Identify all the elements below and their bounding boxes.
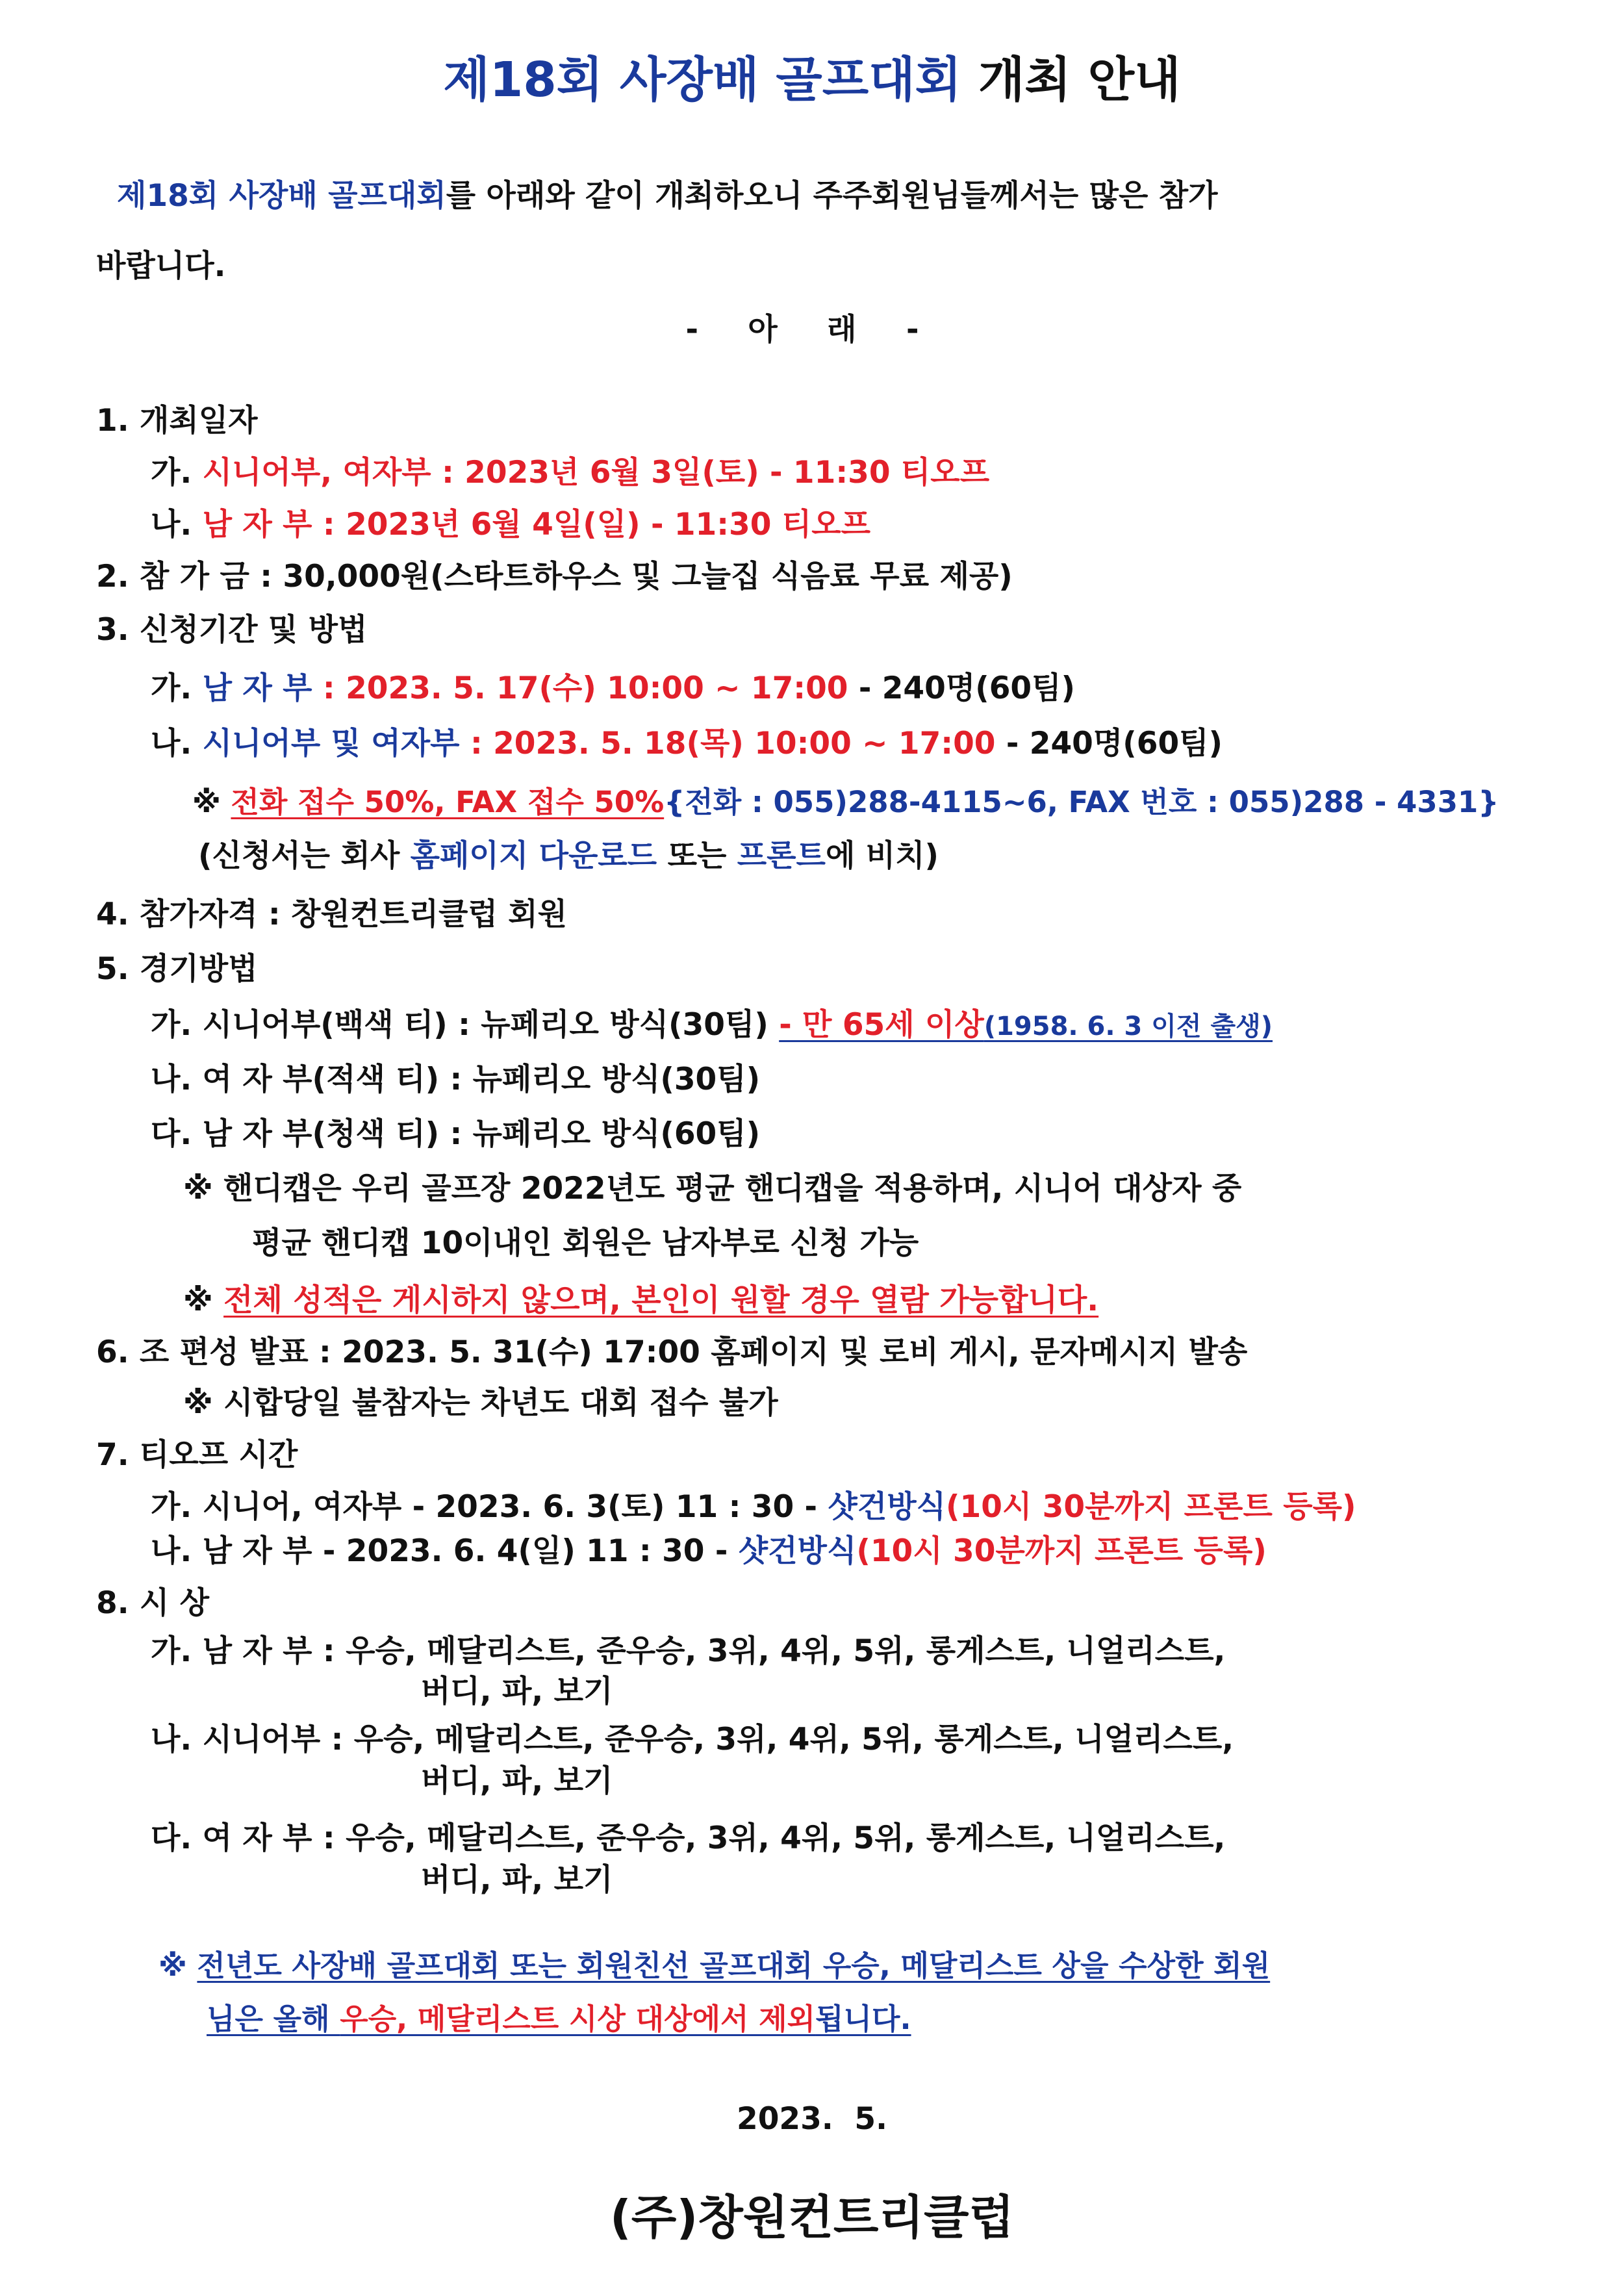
s3-item-a: [151, 669, 1075, 708]
s5-item-c: 다. 남 자 부(청색 티) : 뉴페리오 방식(60팀): [151, 1116, 761, 1152]
document-title: [0, 51, 1624, 109]
s7-a-register: (10시 30분까지 프론트 등록): [946, 1489, 1356, 1525]
s8-b-line1: 우승, 메달리스트, 준우승, 3위, 4위, 5위, 롱게스트, 니얼리스트,: [353, 1722, 1234, 1757]
s3-note-contact: {전화 : 055)288-4115~6, FAX 번호 : 055)288 - 4331}: [664, 785, 1499, 819]
s8-b-line2: 버디, 파, 보기: [421, 1763, 613, 1799]
s3-note2-front: 프론트: [737, 838, 826, 874]
s7-b-shotgun: 샷건방식: [738, 1533, 857, 1569]
issue-date: 2023. 5.: [737, 2101, 887, 2137]
s3-note-mark: ※: [192, 785, 231, 819]
s5-note2-text: 전체 성적은 게시하지 않으며, 본인이 원할 경우 열람 가능합니다.: [223, 1282, 1099, 1318]
intro-line-2: 바랍니다.: [96, 248, 226, 284]
s5-note-1b: 평균 핸디캡 10이내인 회원은 남자부로 신청 가능: [252, 1225, 919, 1261]
s1-item-a: [151, 453, 989, 492]
s5-a-age: - 만 65세 이상: [779, 1007, 984, 1043]
s1-b-prefix: 나.: [151, 507, 203, 542]
s3-note2-open: (신청서는 회사: [198, 838, 411, 874]
s8-heading: 8. 시 상: [96, 1585, 210, 1621]
s7-a-text: 가. 시니어, 여자부 - 2023. 6. 3(토) 11 : 30 -: [151, 1489, 828, 1525]
s3-heading: 3. 신청기간 및 방법: [96, 612, 368, 648]
s7-item-a: [151, 1488, 1356, 1527]
s3-a-label: 남 자 부: [202, 670, 312, 706]
section-marker: - 아 래 -: [685, 312, 939, 348]
s5-note-2: [183, 1281, 1098, 1320]
intro-line-1: [117, 177, 1218, 216]
s3-note-reception-split: 전화 접수 50%, FAX 접수 50%: [231, 785, 665, 819]
final-note-mark: ※: [159, 1948, 197, 1983]
final-note-text-2c: 됩니다.: [815, 2002, 911, 2036]
intro-highlight: 제18회 사장배 골프대회: [117, 178, 446, 214]
s8-c-line2: 버디, 파, 보기: [421, 1862, 613, 1898]
intro-text: 를 아래와 같이 개최하오니 주주회원님들께서는 많은 참가: [446, 178, 1218, 214]
s8-c-label: 다. 여 자 부 :: [151, 1820, 346, 1856]
s3-note-2: [198, 837, 939, 876]
s1-item-b: [151, 505, 870, 544]
s7-item-b: [151, 1532, 1267, 1571]
final-note-line-2: [207, 2000, 911, 2039]
final-note-text-2a: 님은 올해: [207, 2002, 340, 2036]
s8-item-c: [151, 1819, 1225, 1858]
s8-item-a: [151, 1632, 1225, 1671]
s4-heading: 4. 참가자격 : 창원컨트리클럽 회원: [96, 897, 568, 932]
s7-heading: 7. 티오프 시간: [96, 1437, 298, 1473]
title-main: 제18회 사장배 골프대회: [443, 52, 962, 108]
s8-a-line2: 버디, 파, 보기: [421, 1674, 613, 1709]
s5-a-birth: (1958. 6. 3 이전 출생): [983, 1012, 1273, 1041]
s8-b-label: 나. 시니어부 :: [151, 1722, 354, 1757]
s6-note: ※ 시합당일 불참자는 차년도 대회 접수 불가: [183, 1385, 778, 1421]
final-note-text-2b: 우승, 메달리스트 시상 대상에서 제외: [340, 2002, 816, 2036]
issuer-name: (주)창원컨트리클럽: [609, 2190, 1015, 2245]
s3-b-prefix: 나.: [151, 726, 203, 761]
final-note-line-1: [159, 1946, 1270, 1985]
s1-heading: 1. 개최일자: [96, 403, 258, 439]
s3-b-capacity: - 240명(60팀): [995, 726, 1223, 761]
s1-b-text: 남 자 부 : 2023년 6월 4일(일) - 11:30 티오프: [202, 507, 870, 542]
s8-a-line1: 우승, 메달리스트, 준우승, 3위, 4위, 5위, 롱게스트, 니얼리스트,: [346, 1633, 1226, 1669]
final-note-text-1: 전년도 사장배 골프대회 또는 회원친선 골프대회 우승, 메달리스트 상을 수상한 회원: [197, 1948, 1271, 1983]
s3-note2-homepage: 홈페이지 다운로드: [410, 838, 657, 874]
s2-heading: 2. 참 가 금 : 30,000원(스타트하우스 및 그늘집 식음료 무료 제공): [96, 559, 1013, 594]
s5-note2-mark: ※: [183, 1282, 224, 1318]
s1-a-prefix: 가.: [151, 455, 203, 491]
s3-a-prefix: 가.: [151, 670, 203, 706]
title-suffix: 개최 안내: [961, 52, 1181, 108]
s6-heading: 6. 조 편성 발표 : 2023. 5. 31(수) 17:00 홈페이지 및 로비 게시, 문자메시지 발송: [96, 1334, 1248, 1370]
s8-a-label: 가. 남 자 부 :: [151, 1633, 346, 1669]
s3-b-date: 2023. 5. 18(목) 10:00 ~ 17:00: [493, 726, 996, 761]
s7-a-shotgun: 샷건방식: [828, 1489, 946, 1525]
s3-note2-mid: 또는: [657, 838, 737, 874]
s3-b-colon: :: [459, 726, 494, 761]
s3-note2-end: 에 비치): [825, 838, 939, 874]
s5-heading: 5. 경기방법: [96, 951, 258, 987]
s8-c-line1: 우승, 메달리스트, 준우승, 3위, 4위, 5위, 롱게스트, 니얼리스트,: [346, 1820, 1226, 1856]
s5-item-a: [151, 1006, 1273, 1046]
s5-a-text: 가. 시니어부(백색 티) : 뉴페리오 방식(30팀): [151, 1007, 780, 1043]
s8-item-b: [151, 1720, 1234, 1759]
s3-note: [192, 783, 1499, 822]
s3-a-capacity: - 240명(60팀): [848, 670, 1076, 706]
s5-item-b: 나. 여 자 부(적색 티) : 뉴페리오 방식(30팀): [151, 1062, 761, 1097]
s1-a-text: 시니어부, 여자부 : 2023년 6월 3일(토) - 11:30 티오프: [202, 455, 990, 491]
s3-a-colon: :: [312, 670, 346, 706]
s7-b-register: (10시 30분까지 프론트 등록): [856, 1533, 1267, 1569]
s3-b-label: 시니어부 및 여자부: [202, 726, 460, 761]
s5-note-1: ※ 핸디캡은 우리 골프장 2022년도 평균 핸디캡을 적용하며, 시니어 대상자 중: [183, 1171, 1242, 1206]
s3-item-b: [151, 724, 1223, 763]
s3-a-date: 2023. 5. 17(수) 10:00 ~ 17:00: [346, 670, 848, 706]
s7-b-text: 나. 남 자 부 - 2023. 6. 4(일) 11 : 30 -: [151, 1533, 739, 1569]
